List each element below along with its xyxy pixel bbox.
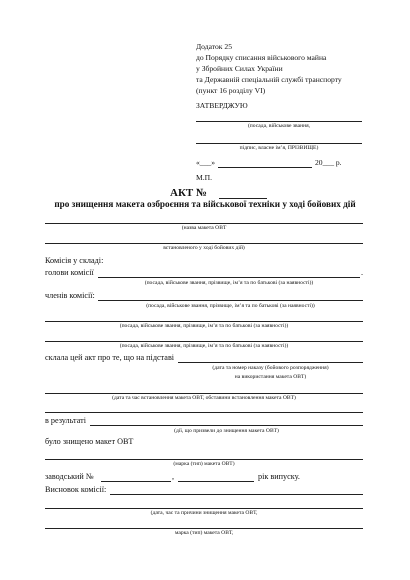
ovt-installed-line — [45, 243, 363, 244]
approve-signature-caption: підпис, власне ім’я, ПРІЗВИЩЕ) — [239, 145, 319, 151]
ovt-name-line — [45, 223, 363, 224]
result-line — [90, 425, 363, 426]
chair-caption: (посада, військове звання, прізвище, ім’я та по батькові (за наявності)) — [144, 280, 314, 286]
approve-position-line — [196, 121, 362, 122]
chair-label: голови комісії — [45, 268, 94, 277]
reasons-caption: (дата, час та причини знищення макета ОВТ, — [150, 510, 258, 516]
members-label: членів комісії: — [45, 291, 95, 300]
header-line-2: до Порядку списання військового майна — [196, 53, 327, 62]
destroyed-label: було знищено макет ОВТ — [45, 437, 134, 446]
act-title — [170, 187, 207, 199]
order-caption-1: (дата та номер наказу (бойового розпорядження) — [212, 365, 329, 371]
act-subtitle: про знищення макета озброєння та військової техніки у ході бойових дій — [54, 199, 356, 209]
member3-caption: (посада, військове звання, прізвище, ім’я та по батькові (за наявності)) — [119, 343, 289, 349]
header-line-5: (пункт 16 розділу VI) — [196, 86, 266, 95]
brand-line — [45, 459, 363, 460]
brand-caption: (марка (тип) макета ОВТ) — [173, 461, 235, 467]
commission-label: Комісія у складі: — [45, 256, 104, 265]
brand2-line — [45, 528, 363, 529]
datetime-line — [45, 393, 363, 394]
datetime-caption: (дата та час встановлення макета ОВТ, обставини встановлення макета ОВТ) — [112, 395, 296, 401]
chair-line — [98, 277, 360, 278]
act-title-text: АКТ № — [170, 187, 208, 199]
member3-line — [45, 341, 363, 342]
factory-separator: , — [172, 472, 175, 481]
approve-signature-line — [196, 143, 362, 144]
extra-line — [45, 412, 363, 413]
approve-label: ЗАТВЕРДЖУЮ — [196, 101, 248, 110]
member1-caption: (посада, військове звання, прізвище, ім’я та по батькові (за наявності)) — [146, 303, 315, 309]
member2-caption: (посада, військове звання, прізвище, ім’я та по батькові (за наявності)) — [119, 323, 289, 329]
release-year-line — [178, 481, 254, 482]
header-line-1: Додаток 25 — [196, 42, 232, 51]
factory-label: заводський № — [45, 472, 94, 481]
compiled-label: склала цей акт про те, що на підставі — [45, 353, 175, 362]
order-line — [178, 362, 363, 363]
member2-line — [45, 321, 363, 322]
result-label: в результаті — [45, 416, 86, 425]
conclusion-label: Висновок комісії: — [45, 485, 107, 494]
member1-line — [98, 300, 363, 301]
approve-date-line — [218, 167, 312, 168]
header-line-3: у Збройних Силах України — [196, 64, 283, 73]
ovt-name-caption: (назва макета ОВТ — [181, 225, 227, 231]
actions-caption: (дії, що призвели до знищення макета ОВТ) — [174, 428, 279, 434]
header-line-4: та Державній спеціальній службі транспорту — [196, 75, 342, 84]
approve-date-year: 20___ р. — [315, 158, 342, 167]
factory-number-line — [101, 481, 171, 482]
stamp-label: М.П. — [196, 173, 213, 182]
approve-position-caption: (посада, військове звання, — [247, 123, 311, 129]
conclusion-line — [110, 494, 363, 495]
approve-date-day: «___» — [196, 158, 215, 167]
order-caption-2: на використання макета ОВТ) — [234, 374, 307, 380]
brand2-caption: марка (тип) макета ОВТ, — [174, 530, 234, 536]
reasons-line — [45, 508, 363, 509]
release-year-label: рік випуску. — [258, 472, 300, 481]
ovt-installed-caption: встановленого у ході бойових дій) — [163, 245, 245, 251]
chair-line-end: . — [361, 268, 364, 277]
